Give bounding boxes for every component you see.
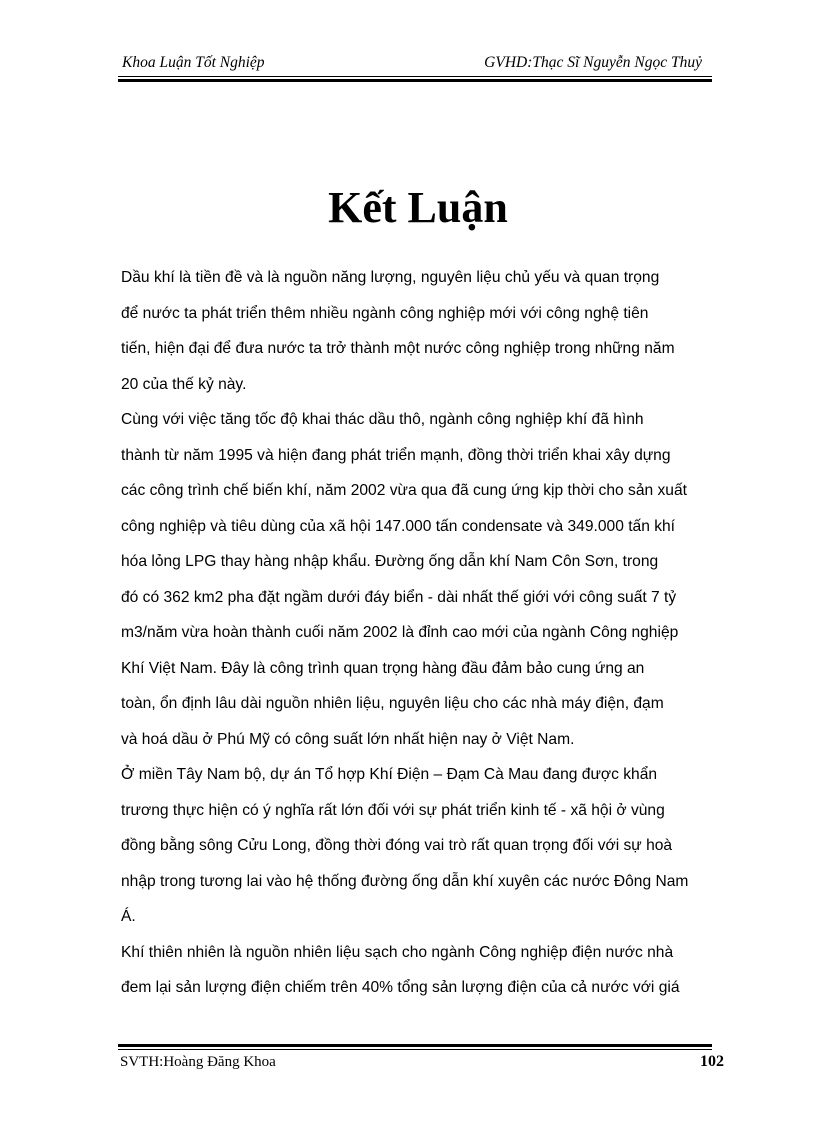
page-number: 102 bbox=[700, 1053, 724, 1070]
body-line: đem lại sản lượng điện chiếm trên 40% tổng sản lượng điện của cả nước với giá bbox=[121, 979, 680, 996]
body-line: nhập trong tương lai vào hệ thống đường ống dẫn khí xuyên các nước Đông Nam bbox=[121, 872, 689, 890]
body-line: công nghiệp và tiêu dùng của xã hội 147.000 tấn condensate và 349.000 tấn khí bbox=[121, 517, 676, 535]
body-line: đó có 362 km2 pha đặt ngầm dưới đáy biển - dài nhất thế giới với công suất 7 tỷ bbox=[121, 588, 677, 606]
footer-author-label: SVTH:Hoàng Đăng Khoa bbox=[120, 1054, 276, 1070]
page-header bbox=[118, 52, 712, 76]
body-line: đồng bằng sông Cửu Long, đồng thời đóng vai trò rất quan trọng đối với sự hoà bbox=[121, 837, 673, 854]
body-line: 20 của thế kỷ này. bbox=[121, 375, 247, 393]
header-advisor-label: GVHD:Thạc Sĩ Nguyễn Ngọc Thuỷ bbox=[484, 54, 702, 71]
body-line: để nước ta phát triển thêm nhiều ngành công nghiệp mới với công nghệ tiên bbox=[121, 304, 649, 322]
body-text bbox=[121, 260, 721, 1006]
header-thesis-label: Khoa Luận Tốt Nghiệp bbox=[122, 54, 265, 71]
header-rule-thick bbox=[118, 79, 712, 82]
body-line: toàn, ổn định lâu dài nguồn nhiên liệu, nguyên liệu cho các nhà máy điện, đạm bbox=[121, 695, 664, 712]
body-line: và hoá dầu ở Phú Mỹ có công suất lớn nhất hiện nay ở Việt Nam. bbox=[121, 730, 575, 748]
body-line: thành từ năm 1995 và hiện đang phát triển mạnh, đồng thời triển khai xây dựng bbox=[121, 446, 671, 464]
body-line: Dầu khí là tiền đề và là nguồn năng lượng, nguyên liệu chủ yếu và quan trọng bbox=[121, 269, 660, 286]
body-line: trương thực hiện có ý nghĩa rất lớn đối với sự phát triển kinh tế - xã hội ở vùng bbox=[121, 801, 665, 819]
body-line: tiến, hiện đại để đưa nước ta trở thành một nước công nghiệp trong những năm bbox=[121, 340, 675, 357]
body-line: Ở miền Tây Nam bộ, dự án Tổ hợp Khí Điện – Đạm Cà Mau đang được khẩn bbox=[121, 766, 658, 783]
body-line: hóa lỏng LPG thay hàng nhập khẩu. Đường ống dẫn khí Nam Côn Sơn, trong bbox=[121, 553, 659, 570]
body-line: Cùng với việc tăng tốc độ khai thác dầu thô, ngành công nghiệp khí đã hình bbox=[121, 411, 644, 428]
body-line: Á. bbox=[121, 908, 136, 925]
header-rule-thin bbox=[118, 76, 712, 77]
footer-rule-thick bbox=[118, 1044, 712, 1047]
body-line: m3/năm vừa hoàn thành cuối năm 2002 là đỉnh cao mới của ngành Công nghiệp bbox=[121, 624, 679, 641]
body-line: Khí Việt Nam. Đây là công trình quan trọng hàng đầu đảm bảo cung ứng an bbox=[121, 659, 645, 677]
body-line: Khí thiên nhiên là nguồn nhiên liệu sạch cho ngành Công nghiệp điện nước nhà bbox=[121, 943, 674, 961]
page-footer bbox=[118, 1052, 724, 1076]
footer-rule-thin bbox=[118, 1049, 712, 1050]
page-title: Kết Luận bbox=[328, 183, 508, 232]
body-line: các công trình chế biến khí, năm 2002 vừa qua đã cung ứng kịp thời cho sản xuất bbox=[121, 482, 687, 499]
